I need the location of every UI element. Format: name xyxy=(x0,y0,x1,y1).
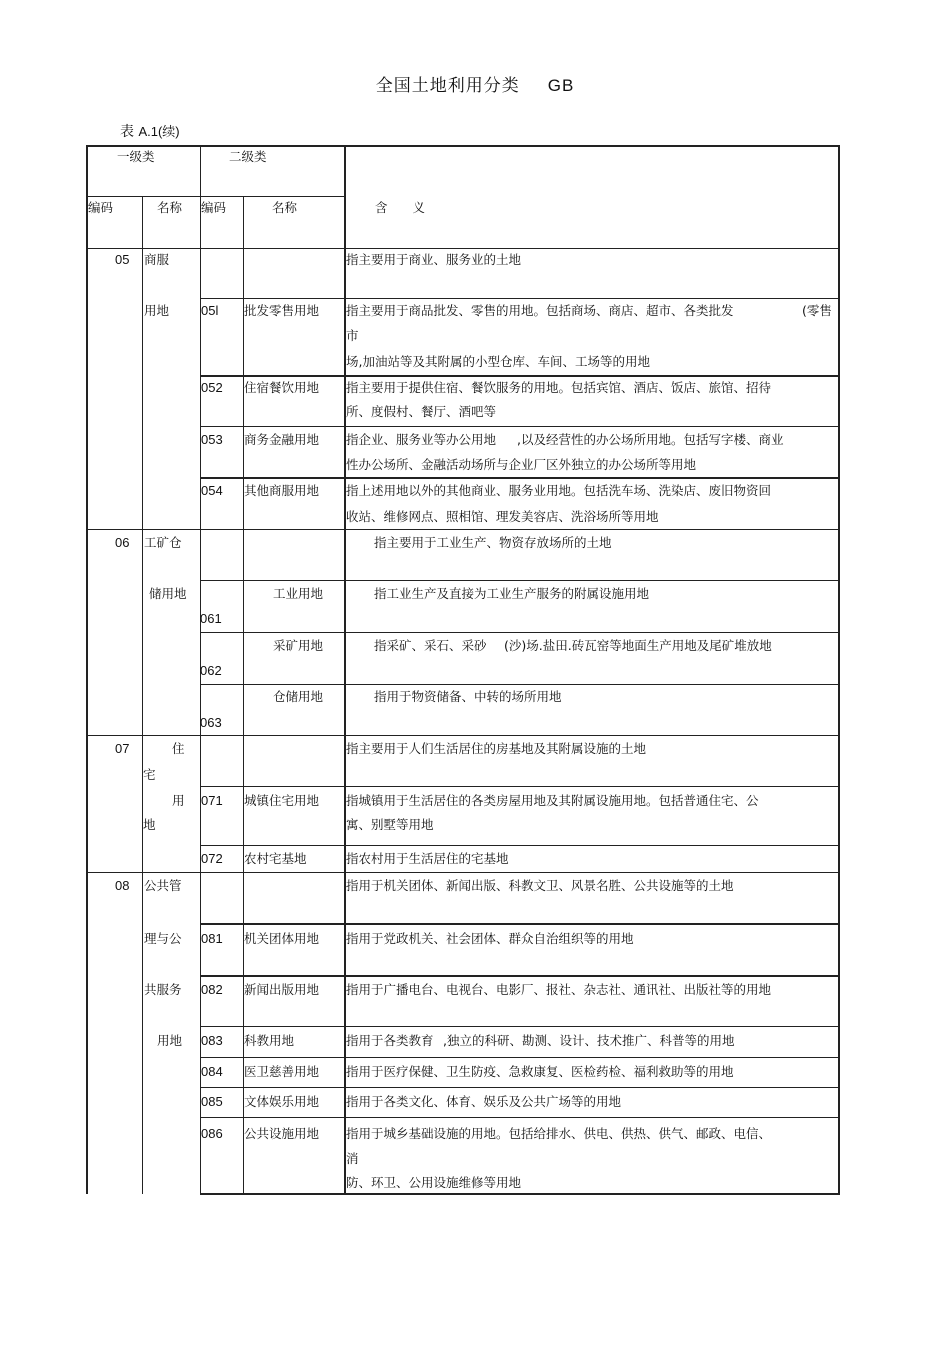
group-name: 住 xyxy=(172,741,185,756)
row-meaning: 所、度假村、餐厅、酒吧等 xyxy=(346,404,497,419)
group-code: 08 xyxy=(115,878,130,893)
row-code: 071 xyxy=(201,793,223,808)
row-line xyxy=(200,786,839,787)
row-meaning: 指用于各类文化、体育、娱乐及公共广场等的用地 xyxy=(346,1094,622,1109)
row-name: 城镇住宅用地 xyxy=(244,793,320,808)
group-name: 公共管 xyxy=(144,878,182,893)
row-meaning: 指用于广播电台、电视台、电影厂、报社、杂志社、通讯社、出版社等的用地 xyxy=(346,982,772,997)
row-line xyxy=(200,1117,839,1118)
col-divider-name1 xyxy=(142,196,143,1194)
row-name: 工业用地 xyxy=(273,586,324,601)
row-meaning: 指用于医疗保健、卫生防疫、急救康复、医检药检、福利救助等的用地 xyxy=(346,1064,734,1079)
row-meaning: 指主要用于提供住宿、餐饮服务的用地。包括宾馆、酒店、饭店、旅馆、招待 xyxy=(346,380,772,395)
group-code: 06 xyxy=(115,535,130,550)
row-code: 061 xyxy=(200,611,222,626)
row-line xyxy=(200,1026,839,1027)
row-meaning: 指用于机关团体、新闻出版、科教文卫、风景名胜、公共设施等的土地 xyxy=(346,878,734,893)
row-meaning: 指用于各类教育 xyxy=(346,1033,434,1048)
row-meaning: 指主要用于工业生产、物资存放场所的土地 xyxy=(374,535,612,550)
row-meaning: 指用于物资储备、中转的场所用地 xyxy=(374,689,562,704)
group-name: 用 xyxy=(172,793,185,808)
row-line xyxy=(200,1087,839,1088)
row-code: 082 xyxy=(201,982,223,997)
row-code: 072 xyxy=(201,851,223,866)
row-code: 084 xyxy=(201,1064,223,1079)
row-meaning: ,独立的科研、勘测、设计、技术推广、科普等的用地 xyxy=(443,1033,735,1048)
row-meaning: 指上述用地以外的其他商业、服务业用地。包括洗车场、洗染店、废旧物资回 xyxy=(346,483,772,498)
title-main: 全国土地利用分类 xyxy=(375,76,520,96)
group-name: 宅 xyxy=(143,767,156,782)
row-name: 机关团体用地 xyxy=(244,931,320,946)
group-name: 用地 xyxy=(144,303,170,318)
title-gb: GB xyxy=(547,76,575,95)
header-level1: 一级类 xyxy=(117,149,155,164)
row-meaning: 消 xyxy=(346,1151,359,1166)
row-name: 科教用地 xyxy=(244,1033,295,1048)
row-meaning: 指城镇用于生活居住的各类房屋用地及其附属设施用地。包括普通住宅、公 xyxy=(346,793,759,808)
caption-label: A.1(续) xyxy=(138,124,180,139)
row-name: 住宿餐饮用地 xyxy=(244,380,320,395)
row-code: 062 xyxy=(200,663,222,678)
row-meaning: 指用于党政机关、社会团体、群众自治组织等的用地 xyxy=(346,931,634,946)
row-meaning: 寓、别墅等用地 xyxy=(346,817,434,832)
row-meaning: 场,加油站等及其附属的小型仓库、车间、工场等的用地 xyxy=(346,354,650,369)
row-code: 054 xyxy=(201,483,223,498)
group-name: 共服务 xyxy=(144,982,182,997)
row-code: 05l xyxy=(201,303,219,318)
row-name: 农村宅基地 xyxy=(244,851,307,866)
row-meaning: 指农村用于生活居住的宅基地 xyxy=(346,851,509,866)
row-name: 商务金融用地 xyxy=(244,432,320,447)
group-name: 储用地 xyxy=(149,586,187,601)
row-meaning: 收站、维修网点、照相馆、理发美容店、洗浴场所等用地 xyxy=(346,509,659,524)
row-meaning: ,以及经营性的办公场所用地。包括写字楼、商业 xyxy=(517,432,784,447)
row-meaning: 性办公场所、金融活动场所与企业厂区外独立的办公场所等用地 xyxy=(346,457,697,472)
row-code: 083 xyxy=(201,1033,223,1048)
row-meaning: 指工业生产及直接为工业生产服务的附属设施用地 xyxy=(374,586,650,601)
row-name: 其他商服用地 xyxy=(244,483,320,498)
group-code: 07 xyxy=(115,741,130,756)
group-name: 用地 xyxy=(157,1033,183,1048)
row-meaning: 指主要用于人们生活居住的房基地及其附属设施的土地 xyxy=(346,741,647,756)
row-meaning: 指主要用于商品批发、零售的用地。包括商场、商店、超市、各类批发 xyxy=(346,303,734,318)
header-code1: 编码 xyxy=(88,200,114,215)
header-level2: 二级类 xyxy=(229,149,267,164)
header-meaning: 含 义 xyxy=(375,200,426,215)
row-meaning: 指用于城乡基础设施的用地。包括给排水、供电、供热、供气、邮政、电信、 xyxy=(346,1126,772,1141)
row-name: 医卫慈善用地 xyxy=(244,1064,320,1079)
header-code2: 编码 xyxy=(201,200,227,215)
group-name: 地 xyxy=(143,817,156,832)
row-code: 085 xyxy=(201,1094,223,1109)
group-name: 商服 xyxy=(144,252,170,267)
row-name: 文体娱乐用地 xyxy=(244,1094,320,1109)
row-meaning: (零售 xyxy=(802,303,832,318)
header-name1: 名称 xyxy=(157,200,183,215)
row-meaning: (沙)场.盐田.砖瓦窑等地面生产用地及尾矿堆放地 xyxy=(504,638,772,653)
row-name: 公共设施用地 xyxy=(244,1126,320,1141)
page-title xyxy=(0,71,950,96)
table-caption xyxy=(120,121,180,141)
row-meaning: 指采矿、采石、采砂 xyxy=(374,638,487,653)
row-name: 新闻出版用地 xyxy=(244,982,320,997)
table-right-border xyxy=(838,145,840,1195)
row-code: 053 xyxy=(201,432,223,447)
row-code: 081 xyxy=(201,931,223,946)
row-name: 采矿用地 xyxy=(273,638,324,653)
row-code: 052 xyxy=(201,380,223,395)
row-meaning: 市 xyxy=(346,328,359,343)
row-meaning: 指主要用于商业、服务业的土地 xyxy=(346,252,522,267)
row-meaning: 指企业、服务业等办公用地 xyxy=(346,432,497,447)
header-name2: 名称 xyxy=(272,200,298,215)
row-line xyxy=(200,923,839,925)
caption-prefix: 表 xyxy=(120,124,134,140)
row-name: 批发零售用地 xyxy=(244,303,320,318)
group-name: 工矿仓 xyxy=(144,535,182,550)
row-meaning: 防、环卫、公用设施维修等用地 xyxy=(346,1175,522,1190)
row-code: 063 xyxy=(200,715,222,730)
row-name: 仓储用地 xyxy=(273,689,324,704)
row-code: 086 xyxy=(201,1126,223,1141)
group-code: 05 xyxy=(115,252,130,267)
table-left-border xyxy=(86,145,88,1194)
group-name: 理与公 xyxy=(144,931,182,946)
row-line xyxy=(200,1057,839,1058)
